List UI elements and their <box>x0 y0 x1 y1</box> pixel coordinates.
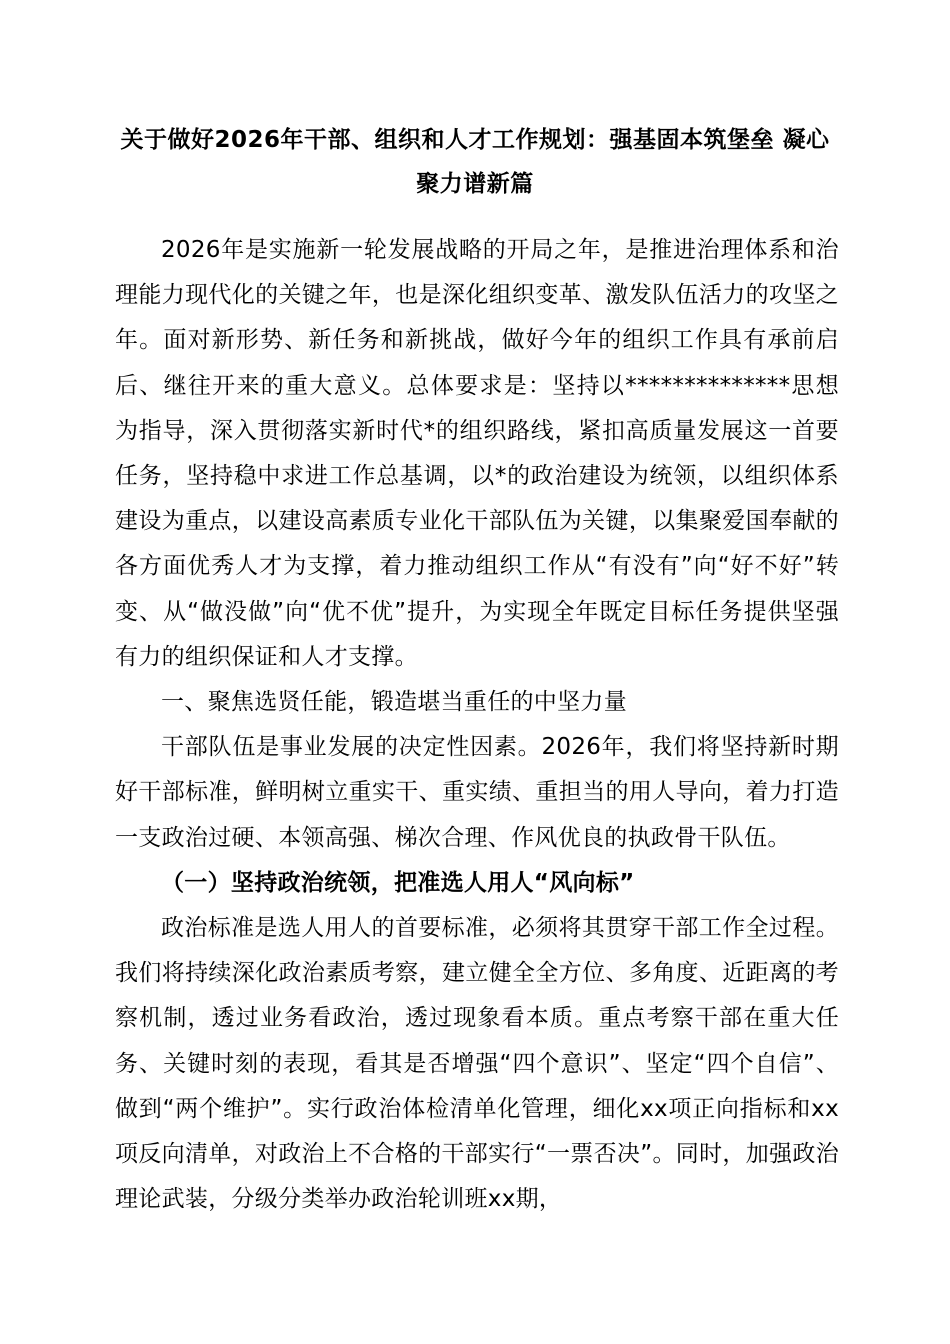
subsection-heading: （一）坚持政治统领，把准选人用人“风向标” <box>161 869 635 896</box>
intro-paragraph: 2026年是实施新一轮发展战略的开局之年，是推进治理体系和治理能力现代化的关键之年，也是深化组织变革、激发队伍活力的攻坚之年。面对新形势、新任务和新挑战，做好今年的组织工作具有承前启后、继往开来的重大意义。总体要求是：坚持以**************思想为指导，深入贯彻落实新时代*的组织路线，紧扣高质量发展这一首要任务，坚持稳中求进工作总基调，以*的政治建设为统领，以组织体系建设为重点，以建设高素质专业化干部队伍为关键，以集聚爱国奉献的各方面优秀人才为支撑，着力推动组织工作从“有没有”向“好不好”转变、从“做没做”向“优不优”提升，为实现全年既定目标任务提供坚强有力的组织保证和人才支撑。 <box>115 237 839 670</box>
subsection-paragraph: 政治标准是选人用人的首要标准，必须将其贯穿干部工作全过程。我们将持续深化政治素质考察，建立健全全方位、多角度、近距离的考察机制，透过业务看政治，透过现象看本质。重点考察干部在重大任务、关键时刻的表现，看其是否增强“四个意识”、坚定“四个自信”、做到“两个维护”。实行政治体检清单化管理，细化xx项正向指标和xx项反向清单，对政治上不合格的干部实行“一票否决”。同时，加强政治理论武装，分级分类举办政治轮训班xx期， <box>115 915 839 1213</box>
section-intro-paragraph: 干部队伍是事业发展的决定性因素。2026年，我们将坚持新时期好干部标准，鲜明树立重实干、重实绩、重担当的用人导向，着力打造一支政治过硬、本领高强、梯次合理、作风优良的执政骨干队伍。 <box>115 734 839 851</box>
document-body <box>115 228 839 1222</box>
document-title: 关于做好2026年干部、组织和人才工作规划：强基固本筑堡垒 凝心聚力谱新篇 <box>120 127 830 197</box>
section-heading: 一、聚焦选贤任能，锻造堪当重任的中坚力量 <box>161 689 627 716</box>
